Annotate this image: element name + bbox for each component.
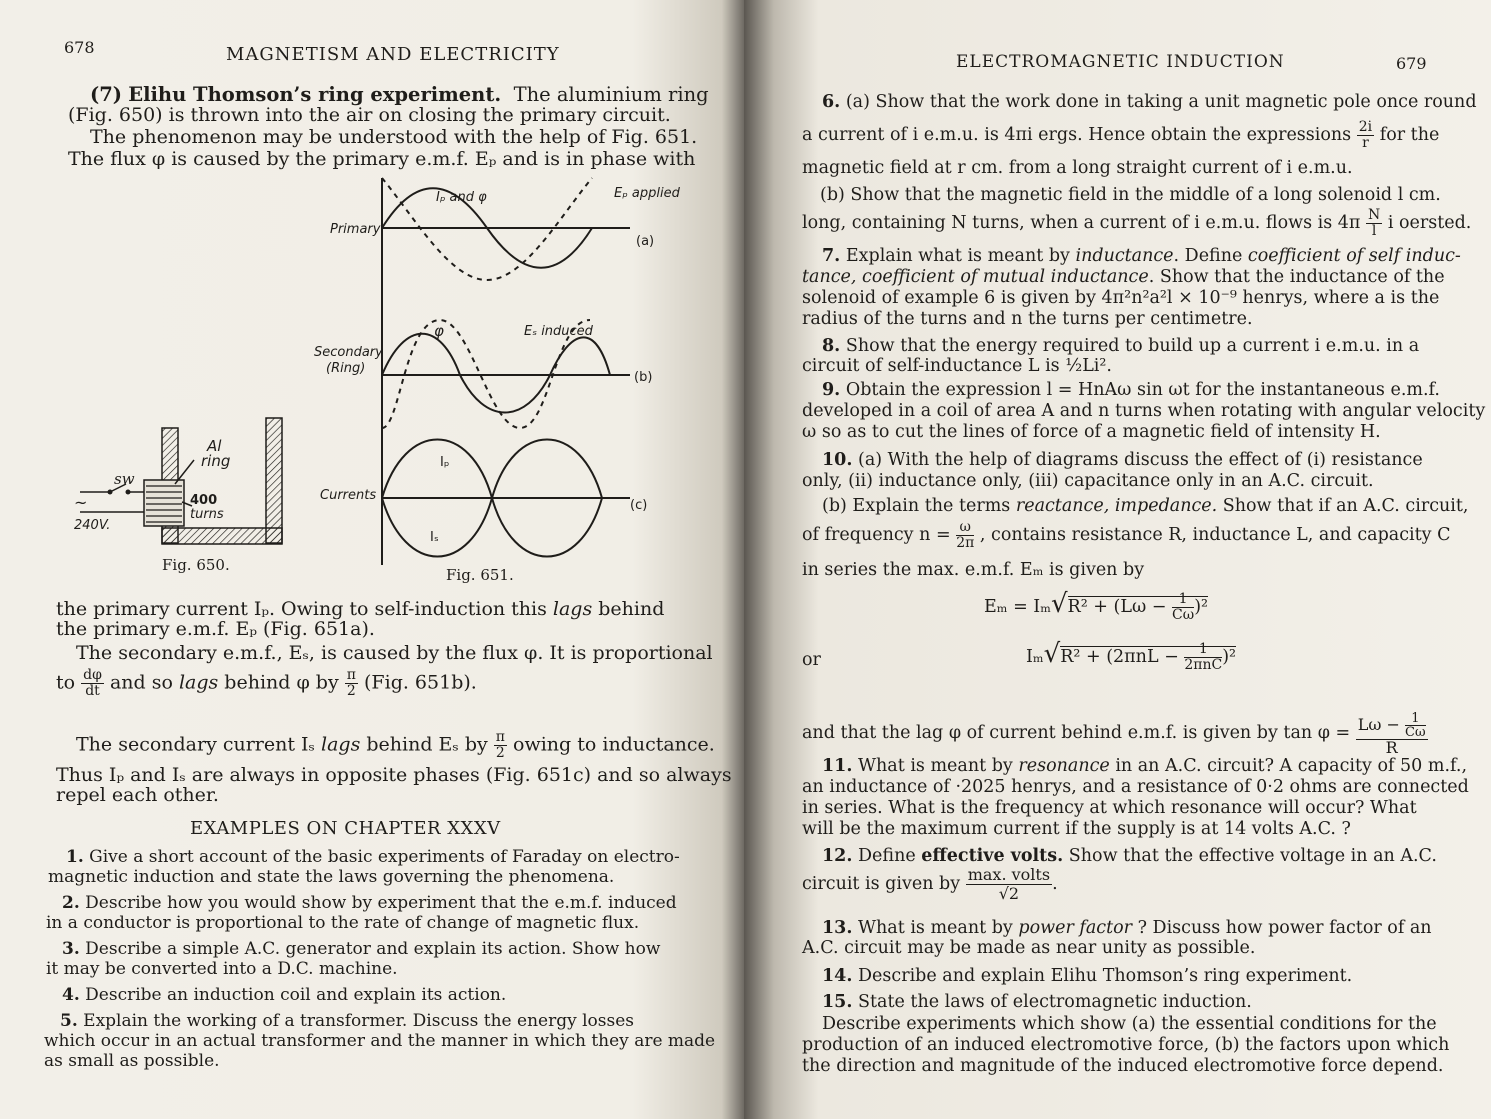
example-line: 5. Explain the working of a transformer. Discuss the energy losses [60,1011,635,1031]
paragraph-line: The secondary current Iₛ lags behind Eₛ by $\frac{\pi}{2}$ owing to inductance. [76,729,715,761]
paragraph-line: The flux φ is caused by the primary e.m.f. Eₚ and is in phase with [68,148,696,170]
question-line: production of an induced electromotive force, (b) the factors upon which [802,1035,1450,1055]
question-line: ω so as to cut the lines of force of a magnetic field of intensity H. [802,422,1381,442]
fig-label: turns [190,507,224,522]
question-line: 15. State the laws of electromagnetic induction. [822,992,1252,1012]
paragraph-line: (Fig. 650) is thrown into the air on closing the primary circuit. [68,104,671,126]
fig-label: Al [207,437,222,455]
question-line: radius of the turns and n the turns per centimetre. [802,309,1253,329]
fig-label: Iₛ [430,530,439,545]
text: The aluminium ring [513,83,709,106]
paragraph-line: The secondary e.m.f., Eₛ, is caused by the flux φ. It is proportional [76,642,713,664]
fraction: $\frac{\omega}{2\pi}$ [956,519,975,551]
question-line: the direction and magnitude of the induced electromotive force depend. [802,1056,1444,1076]
question-line: an inductance of ·2025 henrys, and a resistance of 0·2 ohms are connected [802,777,1469,797]
example-line: magnetic induction and state the laws governing the phenomena. [48,867,615,887]
page-number: 678 [64,38,95,57]
question-line: A.C. circuit may be made as near unity as possible. [802,938,1256,958]
section-title: Elihu Thomson’s ring experiment. [128,83,502,106]
fraction: $\frac{\pi}{2}$ [346,667,356,699]
figure-650 [70,410,300,560]
question-line: a current of i e.m.u. is 4πi ergs. Hence obtain the expressions $\frac{2i}{r}$ for the [802,119,1440,151]
paragraph-line: the primary current Iₚ. Owing to self-induction this lags behind [56,598,665,620]
example-line: it may be converted into a D.C. machine. [46,959,398,979]
equation: Eₘ = Iₘ√R² + (Lω − $\frac{1}{C\omega}$ )² [984,589,1209,623]
question-line: will be the maximum current if the supply is at 14 volts A.C. ? [802,819,1351,839]
question-line: circuit of self-inductance L is ½Li². [802,356,1112,376]
question-line: only, (ii) inductance only, (iii) capacitance only in an A.C. circuit. [802,471,1374,491]
fraction: $\frac{1}{\text{2πnC}}$ [1184,641,1223,673]
left-page [0,0,744,1119]
right-page [744,0,1491,1119]
question-line: 11. What is meant by resonance in an A.C. circuit? A capacity of 50 m.f., [822,756,1468,776]
fig-label: (a) [636,234,655,249]
paragraph-line: to $\frac{d\varphi}{dt}$ and so lags behind φ by $\frac{\pi}{2}$ (Fig. 651b). [56,667,477,699]
section-heading: EXAMPLES ON CHAPTER XXXV [190,818,501,839]
paragraph-line: The phenomenon may be understood with the help of Fig. 651. [90,126,698,148]
fig-label: Iₚ [440,455,450,470]
fraction: $\frac{\pi}{2}$ [495,729,505,761]
question-line: 7. Explain what is meant by inductance. Define coefficient of self induc- [822,246,1461,266]
svg-text:~: ~ [74,493,88,512]
example-line: 1. Give a short account of the basic experiments of Faraday on electro- [66,847,680,867]
fig-label: 400 [190,493,218,508]
question-line: in series. What is the frequency at which resonance will occur? What [802,798,1417,818]
fraction: $\frac{d\varphi}{dt}$ [83,667,102,699]
question-line: and that the lag φ of current behind e.m.f. is given by tan φ = Lω − $\frac{1}{C\omega}$ R [802,711,1426,757]
fig-label: (Ring) [326,361,366,376]
figure-caption: Fig. 651. [446,566,514,584]
example-line: which occur in an actual transformer and the manner in which they are made [44,1031,716,1051]
example-line: 4. Describe an induction coil and explain its action. [62,985,507,1005]
question-line: (b) Explain the terms reactance, impedance. Show that if an A.C. circuit, [822,496,1469,516]
paragraph-line: repel each other. [56,784,219,806]
fig-label: 240V. [74,518,111,533]
question-line: solenoid of example 6 is given by 4π²n²a²l × 10⁻⁹ henrys, where a is the [802,288,1440,308]
question-line: Describe experiments which show (a) the essential conditions for the [822,1014,1437,1034]
question-line: 6. (a) Show that the work done in taking a unit magnetic pole once round [822,92,1477,112]
question-line: developed in a coil of area A and n turns when rotating with angular velocity [802,401,1486,421]
fraction: Lω − $\frac{1}{C\omega}$ R [1357,711,1426,757]
question-line: 10. (a) With the help of diagrams discuss the effect of (i) resistance [822,450,1423,470]
paragraph-line [90,84,709,106]
question-line: circuit is given by $\frac{\text{max. volts}}{√2}$ . [802,865,1058,903]
fig-label: (b) [634,370,653,385]
question-line: 8. Show that the energy required to build up a current i e.m.u. in a [822,336,1420,356]
figure-caption: Fig. 650. [162,556,230,574]
question-line: or [802,650,821,670]
section-number: (7) [90,83,123,106]
paragraph-line: Thus Iₚ and Iₛ are always in opposite phases (Fig. 651c) and so always [56,764,732,786]
fig-label: sw [114,470,135,488]
page-number: 679 [1396,54,1427,73]
fraction: $\frac{2i}{r}$ [1358,119,1373,151]
example-line: 3. Describe a simple A.C. generator and explain its action. Show how [62,939,661,959]
question-line: long, containing N turns, when a current of i e.m.u. flows is 4π $\frac{N}{l}$ i oersted. [802,207,1472,239]
example-line: as small as possible. [44,1051,220,1071]
fig-label: (c) [630,498,648,513]
fig-label: Eₚ applied [614,186,680,201]
question-line: tance, coefficient of mutual inductance. Show that the inductance of the [802,267,1445,287]
fig-label: Currents [320,488,377,503]
equation: Iₘ√R² + (2πnL − $\frac{1}{\text{2πnC}}$ )² [1026,639,1237,673]
question-line: in series the max. e.m.f. Eₘ is given by [802,560,1145,580]
running-head: ELECTROMAGNETIC INDUCTION [956,52,1285,72]
question-line: magnetic field at r cm. from a long straight current of i e.m.u. [802,158,1353,178]
question-line: (b) Show that the magnetic field in the middle of a long solenoid l cm. [820,185,1441,205]
fig-label: φ [434,322,444,340]
fig-label: Iₚ and φ [436,190,487,205]
question-line: 12. Define effective volts. Show that the effective voltage in an A.C. [822,846,1437,866]
example-line: 2. Describe how you would show by experiment that the e.m.f. induced [62,893,677,913]
fig-label: Secondary [314,345,383,360]
running-head: MAGNETISM AND ELECTRICITY [226,44,560,65]
question-line: 9. Obtain the expression l = HnAω sin ωt for the instantaneous e.m.f. [822,380,1440,400]
fig-label: Eₛ induced [524,324,593,339]
question-line: 14. Describe and explain Elihu Thomson’s ring experiment. [822,966,1353,986]
example-line: in a conductor is proportional to the rate of change of magnetic flux. [46,913,640,933]
fraction: $\frac{\text{max. volts}}{√2}$ [967,865,1051,903]
fraction: $\frac{1}{C\omega}$ [1172,591,1195,623]
fig-label: ring [201,452,231,470]
paragraph-line: the primary e.m.f. Eₚ (Fig. 651a). [56,618,375,640]
fraction: $\frac{N}{l}$ [1367,207,1381,239]
question-line: 13. What is meant by power factor ? Discuss how power factor of an [822,918,1432,938]
fig-label: Primary [330,222,381,237]
question-line: of frequency n = $\frac{\omega}{2\pi}$ , contains resistance R, inductance L, and capacity C [802,519,1451,551]
